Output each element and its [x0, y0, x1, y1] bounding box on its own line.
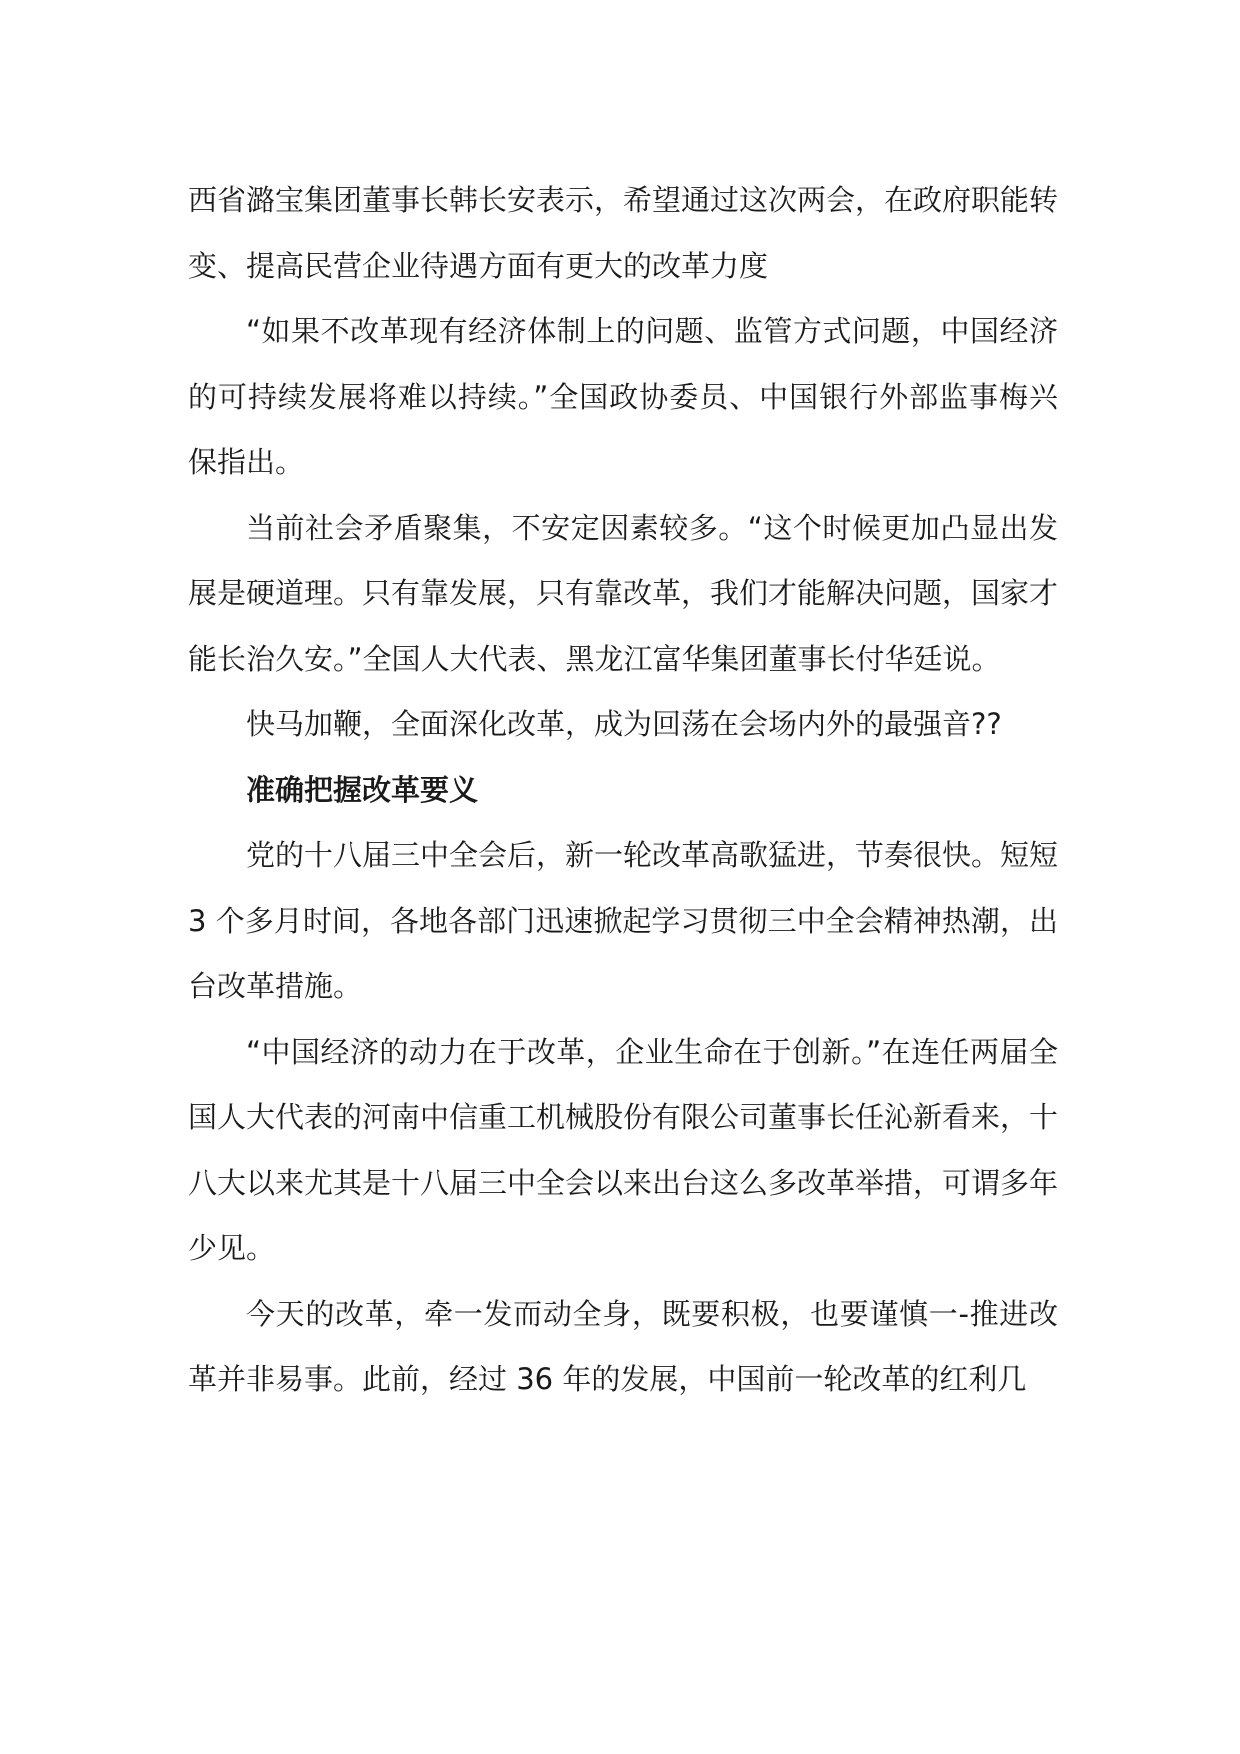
paragraph-6: “中国经济的动力在于改革，企业生命在于创新。”在连任两届全国人大代表的河南中信重工机械股份有限公司董事长任沁新看来，十八大以来尤其是十八届三中全会以来出台这么多改革举措，可谓多年少见。	[188, 1034, 1059, 1265]
paragraph-1: 西省潞宝集团董事长韩长安表示，希望通过这次两会，在政府职能转变、提高民营企业待遇方面有更大的改革力度	[188, 183, 1059, 283]
paragraph-2: “如果不改革现有经济体制上的问题、监管方式问题，中国经济的可持续发展将难以持续。”全国政协委员、中国银行外部监事梅兴保指出。	[188, 314, 1058, 479]
paragraph-3: 当前社会矛盾聚集，不安定因素较多。“这个时候更加凸显出发展是硬道理。只有靠发展，只有靠改革，我们才能解决问题，国家才能长治久安。”全国人大代表、黑龙江富华集团董事长付华廷说。	[188, 510, 1059, 676]
article-body	[188, 168, 1058, 1413]
section-heading: 准确把握改革要义	[246, 772, 479, 807]
paragraph-4: 快马加鞭，全面深化改革，成为回荡在会场内外的最强音??	[246, 707, 1002, 741]
paragraph-7: 今天的改革，牵一发而动全身，既要积极，也要谨慎一-推进改革并非易事。此前，经过 36 年的发展，中国前一轮改革的红利几	[188, 1296, 1058, 1396]
paragraph-5: 党的十八届三中全会后，新一轮改革高歌猛进，节奏很快。短短 3 个多月时间，各地各部门迅速掀起学习贯彻三中全会精神热潮，出台改革措施。	[188, 838, 1059, 1003]
